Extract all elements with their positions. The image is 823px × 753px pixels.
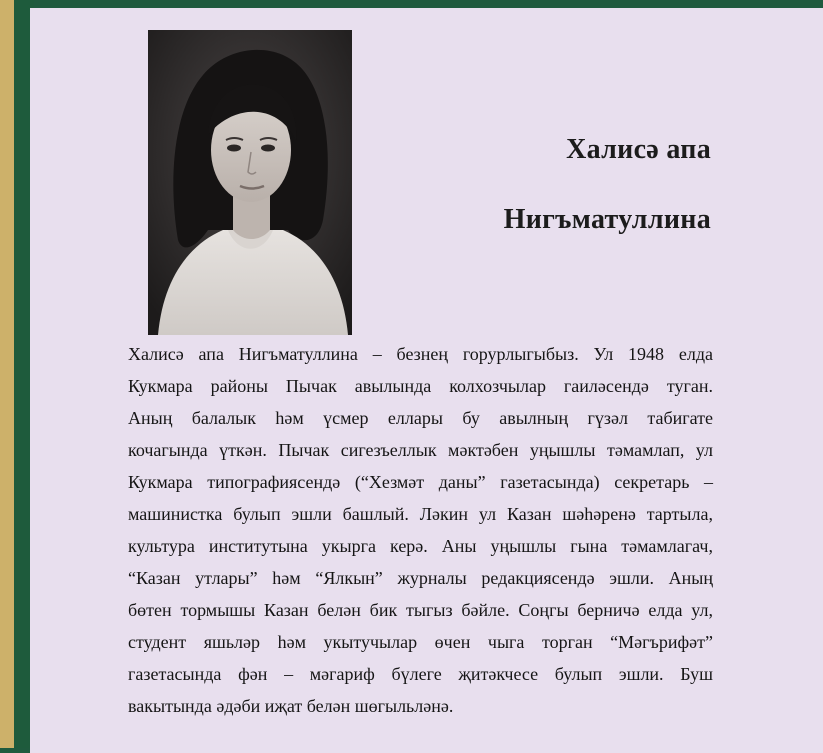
paragraph-line: Аның балалык һәм үсмер еллары бу авылның гүзәл табигате: [128, 408, 713, 428]
paragraph-line: “Казан утлары” һәм “Ялкын” журналы редакциясендә эшли. Аның: [128, 568, 713, 588]
paragraph-line: газетасында фән – мәгариф бүлеге җитәкчесе булып эшли. Буш: [128, 664, 713, 684]
paragraph-line: студент яшьләр һәм укытучылар өчен чыга торган “Мәгърифәт”: [128, 632, 713, 652]
paragraph-line: Халисә апа Нигъматуллина – безнең горурлыгыбыз. Ул 1948 елда: [128, 344, 713, 364]
paragraph-line: Кукмара районы Пычак авылында колхозчылар гаиләсендә туган.: [128, 376, 713, 396]
title-surname: Нигъматуллина: [503, 204, 711, 235]
paragraph-line: культура институтына укырга керә. Аны уңышлы гына тәмамлагач,: [128, 536, 713, 556]
biography-paragraph: [128, 338, 713, 722]
paragraph-line: вакытында әдәби иҗат белән шөгыльләнә.: [128, 696, 454, 716]
paragraph-line: бөтен тормышы Казан белән бик тыгыз бәйле. Соңгы берничә елда ул,: [128, 600, 713, 620]
paragraph-line: машинистка булып эшли башлый. Ләкин ул Казан шәһәренә тартыла,: [128, 504, 713, 524]
paragraph-line: кочагында үткән. Пычак сигезъеллык мәктәбен уңышлы тәмамлап, ул: [128, 440, 713, 460]
portrait-photo: [148, 30, 352, 335]
title-first-name: Халисә апа: [566, 134, 711, 165]
paragraph-line: Кукмара типографиясендә (“Хезмәт даны” газетасында) секретарь –: [128, 472, 713, 492]
frame-edge-yellow: [0, 0, 14, 748]
